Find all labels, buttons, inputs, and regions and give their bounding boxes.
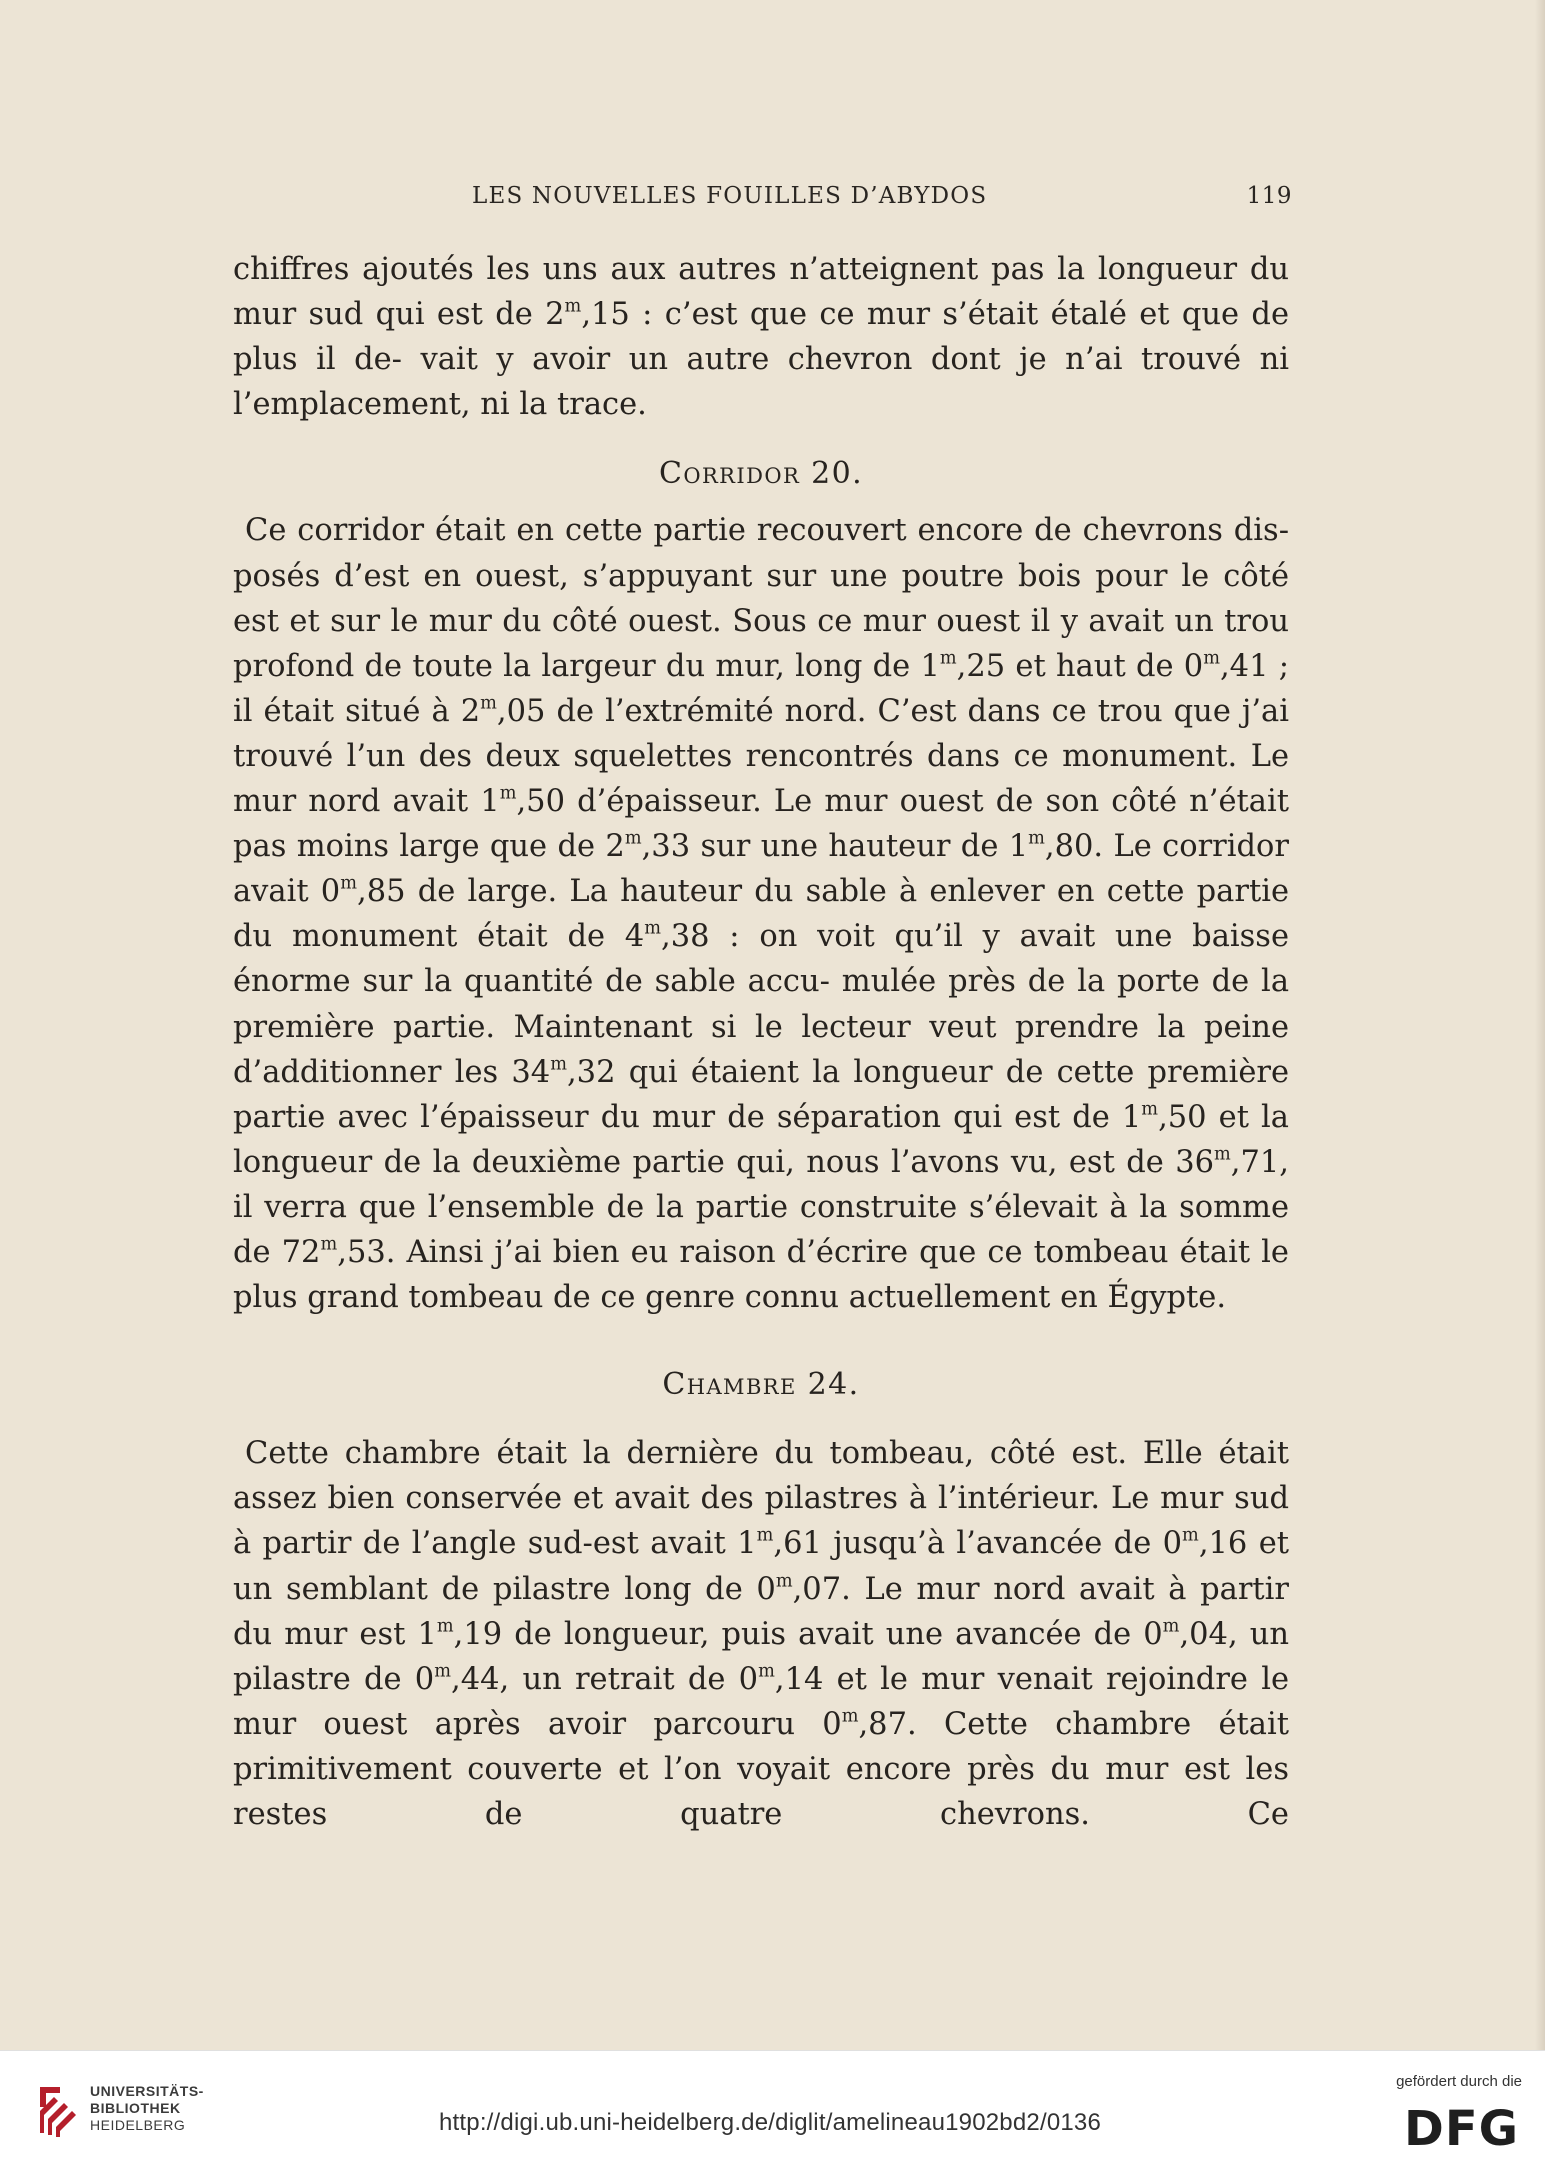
text-run: ,16 et un semblant de pilastre long de 0 [233,1526,1289,1607]
text-block [233,247,1289,1837]
running-title: LES NOUVELLES FOUILLES D’ABYDOS [472,183,988,209]
text-run: ,32 qui étaient la longueur de cette première partie avec l’épaisseur du mur de séparation qui est de 1 [233,1054,1290,1135]
unit-superscript: m [436,1615,454,1636]
unit-superscript: m [1203,648,1220,669]
unit-superscript: m [434,1660,451,1681]
text-run: ,14 et le mur venait rejoindre le mur ouest après avoir parcouru 0 [233,1661,1289,1742]
funding-label: gefördert durch die [1396,2073,1522,2090]
text-run: ,04, un pilastre de 0 [233,1616,1289,1697]
unit-superscript: m [775,1570,793,1591]
text-run: ,41 ; il était situé à 2 [233,648,1290,729]
unit-superscript: m [499,783,517,804]
unit-superscript: m [1182,1525,1199,1546]
spacer [233,1407,1289,1431]
spacer [233,427,1289,451]
paragraph-3 [233,1431,1289,1837]
unit-superscript: m [758,1660,775,1681]
spacer [233,1320,1289,1362]
dfg-logo-icon: DFG [1403,2101,1519,2157]
text-run: chiffres ajoutés les uns aux autres n’atteignent pas la longueur du mur sud qui est de 2 [233,252,1289,333]
text-run: ,50 et la longueur de la deuxième partie qui, nous l’avons vu, est de 36 [233,1099,1289,1180]
spacer [233,496,1289,508]
unit-superscript: m [644,918,661,939]
library-name-line-3: HEIDELBERG [90,2117,186,2133]
unit-superscript: m [1141,1098,1159,1119]
text-run: ,53. Ainsi j’ai bien eu raison d’écrire que ce tombeau était le plus grand tombeau de ce genre connu actuellement en Égypte. [233,1234,1289,1316]
unit-superscript: m [624,828,642,849]
text-run: ,33 sur une hauteur de 1 [641,829,1029,865]
text-run: ,44, un retrait de 0 [451,1661,759,1697]
digitization-footer [0,2050,1545,2170]
text-run: ,19 de longueur, puis avait une avancée de 0 [453,1616,1163,1652]
section-heading-corridor-20: Corridor 20. [659,456,863,492]
library-name [90,2083,260,2134]
text-run: Cette chambre était la dernière du tombeau, côté est. Elle était assez bien conservée et avait des pilastres à l’intérieur. Le mur sud à partir de l’angle sud-est avait 1 [233,1436,1289,1562]
paragraph-2 [233,508,1289,1320]
unit-superscript: m [480,693,497,714]
text-run: ,05 de l’extrémité nord. C’est dans ce trou que j’ai trouvé l’un des deux squelettes rencontrés dans ce monument. Le mur nord avait 1 [233,693,1289,820]
unit-superscript: m [939,648,957,669]
page-number: 119 [1246,183,1292,209]
text-run: ,50 d’épaisseur. Le mur ouest de son côté n’était pas moins large que de 2 [233,784,1289,865]
text-run: ,07. Le mur nord avait à partir du mur est 1 [233,1571,1289,1652]
text-run: ,25 et haut de 0 [956,648,1204,684]
text-run: ,15 : c’est que ce mur s’était étalé et que de plus il de- vait y avoir un autre chevron dont je n’ai trouvé ni l’emplacement, ni la trace. [233,297,1289,423]
unit-superscript: m [1028,828,1045,849]
permalink-url[interactable]: http://digi.ub.uni-heidelberg.de/diglit/amelineau1902bd2/0136 [438,2109,1102,2136]
page-edge-shadow [1535,0,1545,2050]
unit-superscript: m [1214,1144,1231,1165]
paragraph-1 [233,247,1289,427]
text-run: ,87. Cette chambre était primitivement couverte et l’on voyait encore près du mur est les restes de quatre chevrons. Ce [233,1706,1289,1832]
library-name-line-1: UNIVERSITÄTS- [90,2083,204,2099]
library-name-line-2: BIBLIOTHEK [90,2100,181,2116]
unit-superscript: m [340,873,357,894]
text-run: Ce corridor était en cette partie recouvert encore de chevrons dis- posés d’est en ouest, s’appuyant sur une poutre bois pour le côté est et sur le mur du côté ouest. Sous ce mur ouest il y avait un trou profond de toute la largeur du mur, long de 1 [233,513,1289,684]
unit-superscript: m [550,1053,567,1074]
text-run: ,85 de large. La hauteur du sable à enlever en cette partie du monument était de 4 [233,874,1290,955]
unit-superscript: m [1162,1615,1180,1636]
text-run: ,38 : on voit qu’il y avait une baisse énorme sur la quantité de sable accu- mulée près de la porte de la première partie. Maintenant si le lecteur veut prendre la peine d’additionner les 34 [233,919,1289,1090]
unit-superscript: m [564,296,582,317]
unit-superscript: m [320,1234,338,1255]
section-heading-chambre-24: Chambre 24. [662,1367,860,1403]
university-library-logo-icon [34,2081,86,2141]
unit-superscript: m [756,1525,774,1546]
unit-superscript: m [841,1706,859,1727]
running-header [472,183,1292,223]
text-run: ,61 jusqu’à l’avancée de 0 [773,1526,1183,1562]
text-run: ,71, il verra que l’ensemble de la partie construite s’élevait à la somme de 72 [233,1144,1289,1270]
text-run: ,80. Le corridor avait 0 [233,829,1289,910]
